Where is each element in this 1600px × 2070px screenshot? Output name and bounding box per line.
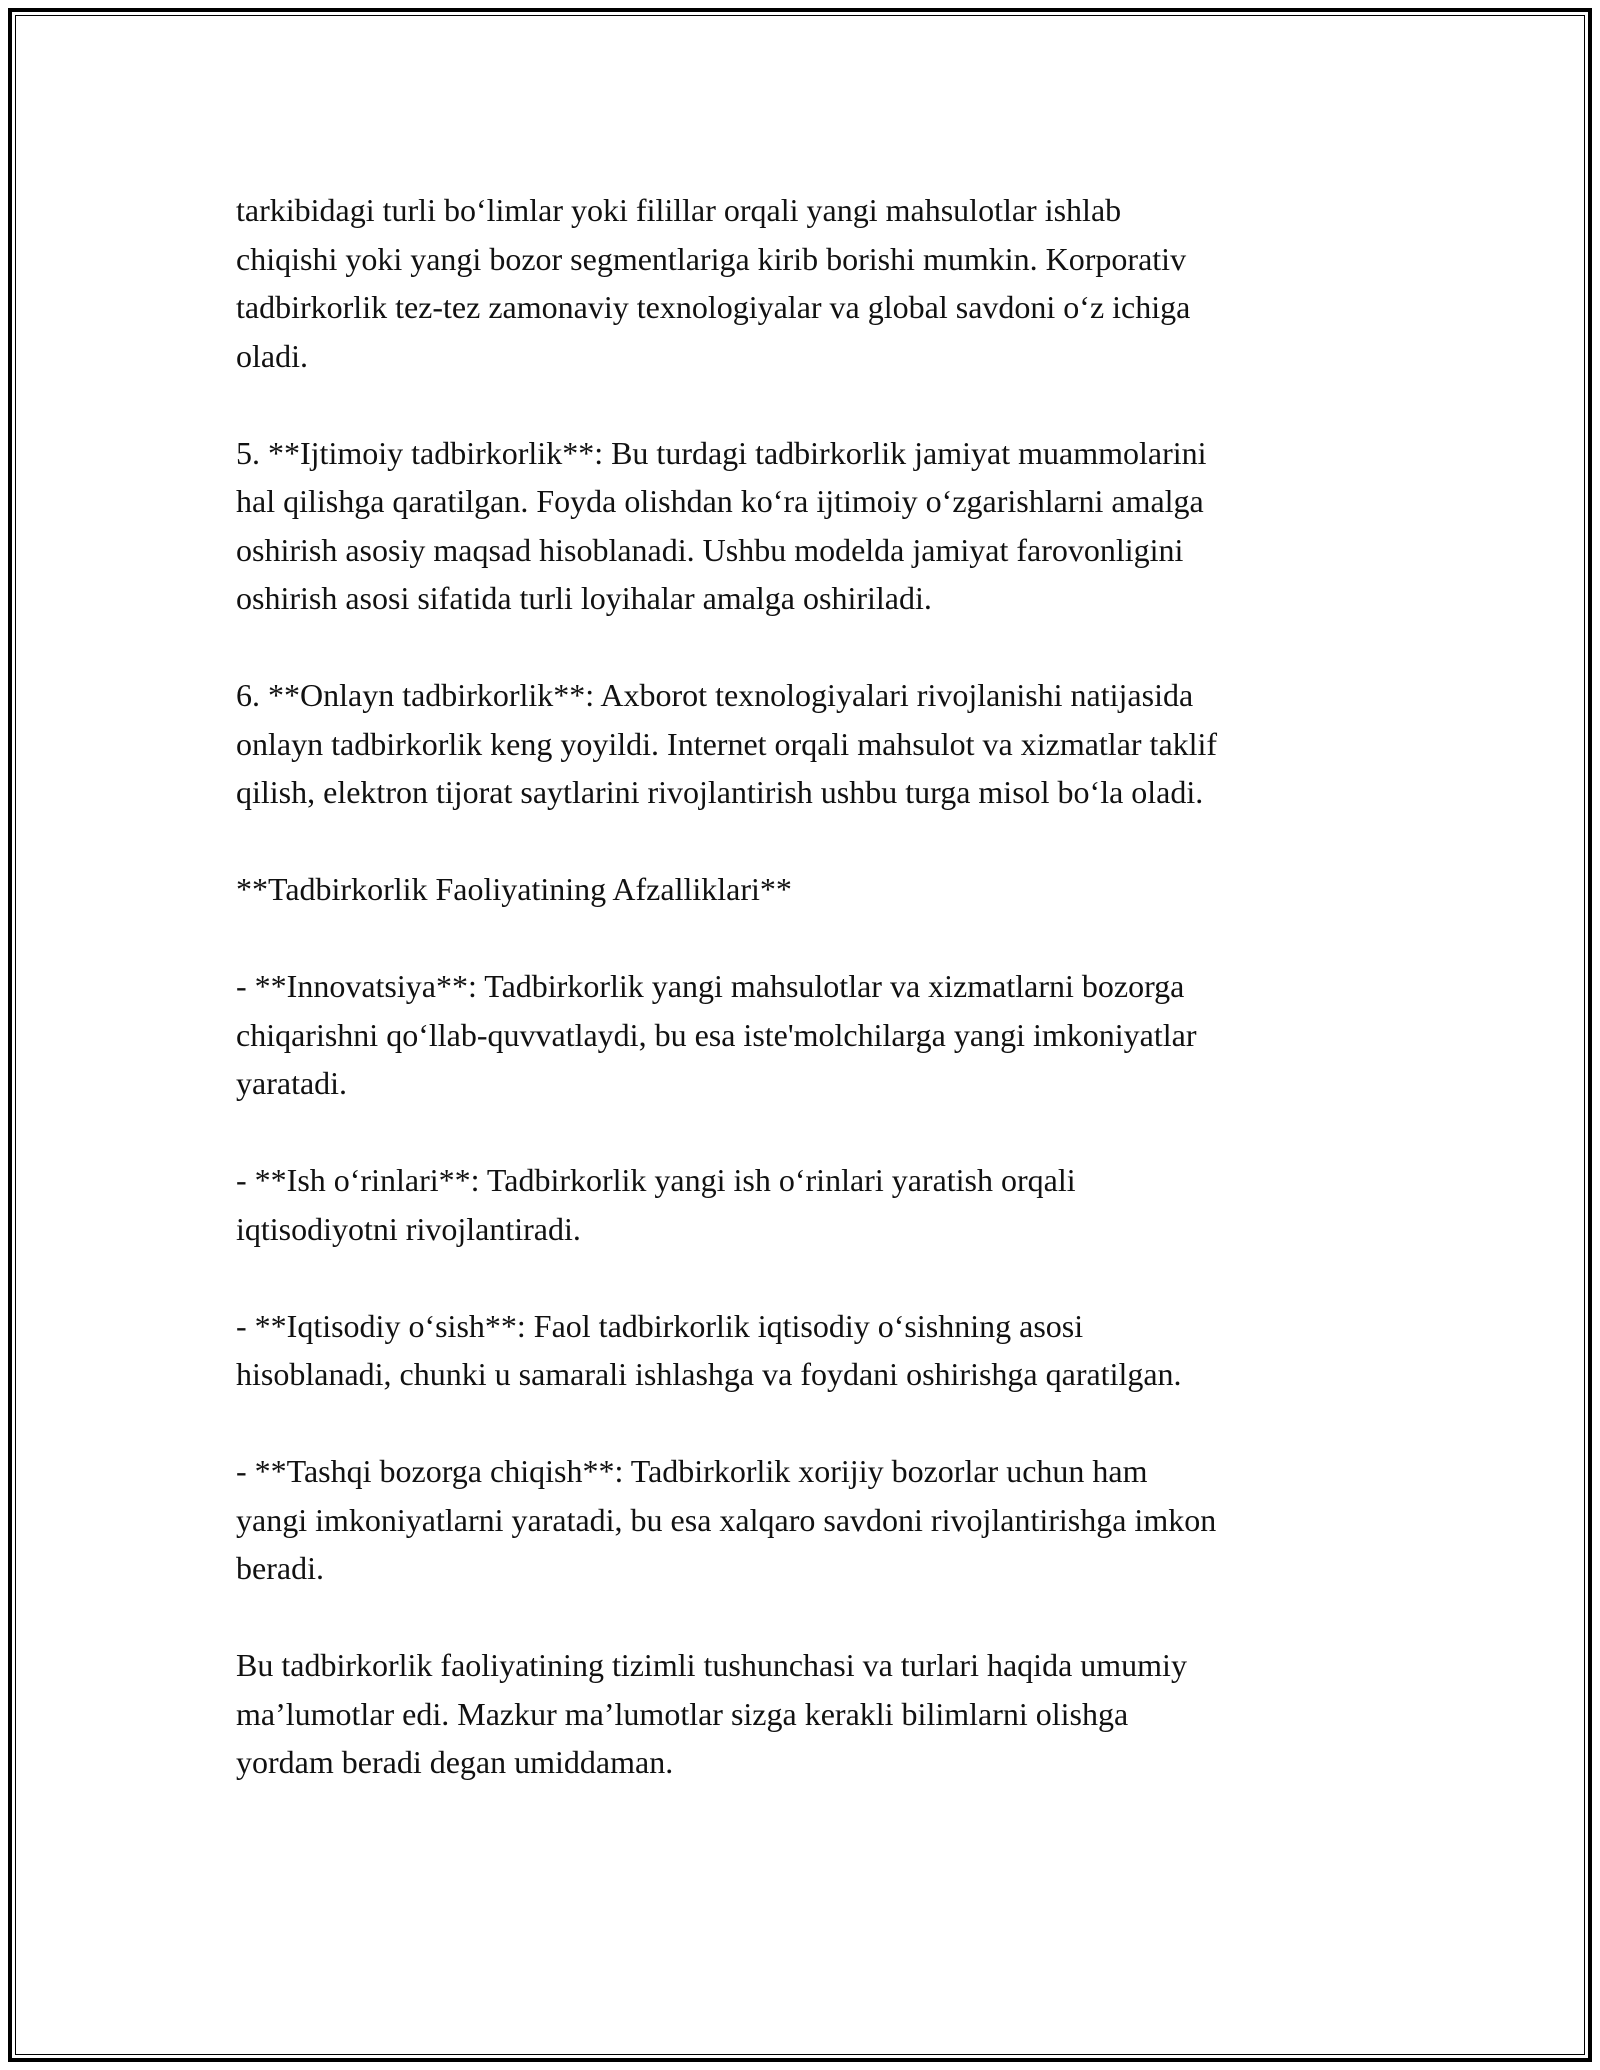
bullet-economic-growth: - **Iqtisodiy o‘sish**: Faol tadbirkorlik iqtisodiy o‘sishning asosi hisoblanadi, chunki u samarali ishlashga va foydani oshirishga qaratilgan. [236,1307,1182,1392]
paragraph-corporate-entrepreneurship-continued: tarkibidagi turli bo‘limlar yoki filillar orqali yangi mahsulotlar ishlab chiqishi yoki yangi bozor segmentlariga kirib borishi mumkin. Korporativ tadbirkorlik tez-tez zamonaviy texnologiyalar va global savdoni o‘z ichiga oladi. [236,192,1191,374]
bullet-innovation: - **Innovatsiya**: Tadbirkorlik yangi mahsulotlar va xizmatlarni bozorga chiqarishni qo‘llab-quvvatlaydi, bu esa iste'molchilarga yangi imkoniyatlar yaratadi. [236,968,1197,1101]
paragraph-online-entrepreneurship: 6. **Onlayn tadbirkorlik**: Axborot texnologiyalari rivojlanishi natijasida onlayn tadbirkorlik keng yoyildi. Internet orqali mahsulot va xizmatlar taklif qilish, elektron tijorat saytlarini rivojlantirish ushbu turga misol bo‘la oladi. [236,677,1218,810]
bullet-jobs: - **Ish o‘rinlari**: Tadbirkorlik yangi ish o‘rinlari yaratish orqali iqtisodiyotni rivojlantiradi. [236,1162,1076,1247]
paragraph-social-entrepreneurship: 5. **Ijtimoiy tadbirkorlik**: Bu turdagi tadbirkorlik jamiyat muammolarini hal qilishga qaratilgan. Foyda olishdan ko‘ra ijtimoiy o‘zgarishlarni amalga oshirish asosiy maqsad hisoblanadi. Ushbu modelda jamiyat farovonligini oshirish asosi sifatida turli loyihalar amalga oshiriladi. [236,434,1207,616]
bullet-foreign-markets: - **Tashqi bozorga chiqish**: Tadbirkorlik xorijiy bozorlar uchun ham yangi imkoniyatlarni yaratadi, bu esa xalqaro savdoni rivojlantirishga imkon beradi. [236,1453,1217,1586]
paragraph-conclusion: Bu tadbirkorlik faoliyatining tizimli tushunchasi va turlari haqida umumiy ma’lumotlar edi. Mazkur ma’lumotlar sizga kerakli bilimlarni olishga yordam beradi degan umiddaman. [236,1647,1187,1780]
section-heading-advantages: **Tadbirkorlik Faoliyatining Afzalliklari** [236,871,792,907]
document-body [236,186,1376,1787]
